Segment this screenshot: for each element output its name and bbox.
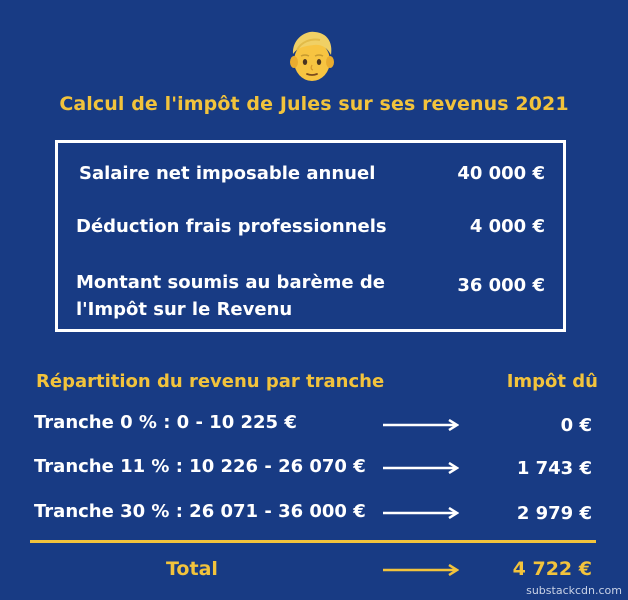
summary-value-salaire: 40 000 € <box>457 163 545 184</box>
watermark: substackcdn.com <box>526 584 622 597</box>
right-arrow-icon <box>383 462 459 474</box>
right-arrow-icon <box>383 419 459 431</box>
tranche-row-value: 0 € <box>560 415 592 436</box>
tranche-row-label: Tranche 0 % : 0 - 10 225 € <box>34 412 297 433</box>
summary-label-deduction: Déduction frais professionnels <box>76 216 387 237</box>
income-summary-box <box>55 140 566 332</box>
tranche-row-label: Tranche 30 % : 26 071 - 36 000 € <box>34 501 366 522</box>
summary-value-montant: 36 000 € <box>457 275 545 296</box>
total-divider <box>30 540 596 543</box>
total-label: Total <box>166 558 218 580</box>
summary-label-montant-line2: l'Impôt sur le Revenu <box>76 299 293 320</box>
summary-label-salaire: Salaire net imposable annuel <box>79 163 376 184</box>
breakdown-header-left: Répartition du revenu par tranche <box>36 371 385 392</box>
tranche-row-value: 2 979 € <box>516 503 592 524</box>
summary-label-montant-line1: Montant soumis au barème de <box>76 272 385 293</box>
summary-label-montant <box>76 269 385 323</box>
breakdown-header-right: Impôt dû <box>506 371 598 392</box>
tranche-row-label: Tranche 11 % : 10 226 - 26 070 € <box>34 456 366 477</box>
page-title: Calcul de l'impôt de Jules sur ses revenus 2021 <box>59 93 569 115</box>
total-value: 4 722 € <box>512 558 592 580</box>
tranche-row-value: 1 743 € <box>516 458 592 479</box>
summary-value-deduction: 4 000 € <box>469 216 545 237</box>
total-arrow-icon <box>383 564 459 576</box>
blond-person-emoji-icon <box>287 28 337 86</box>
right-arrow-icon <box>383 507 459 519</box>
